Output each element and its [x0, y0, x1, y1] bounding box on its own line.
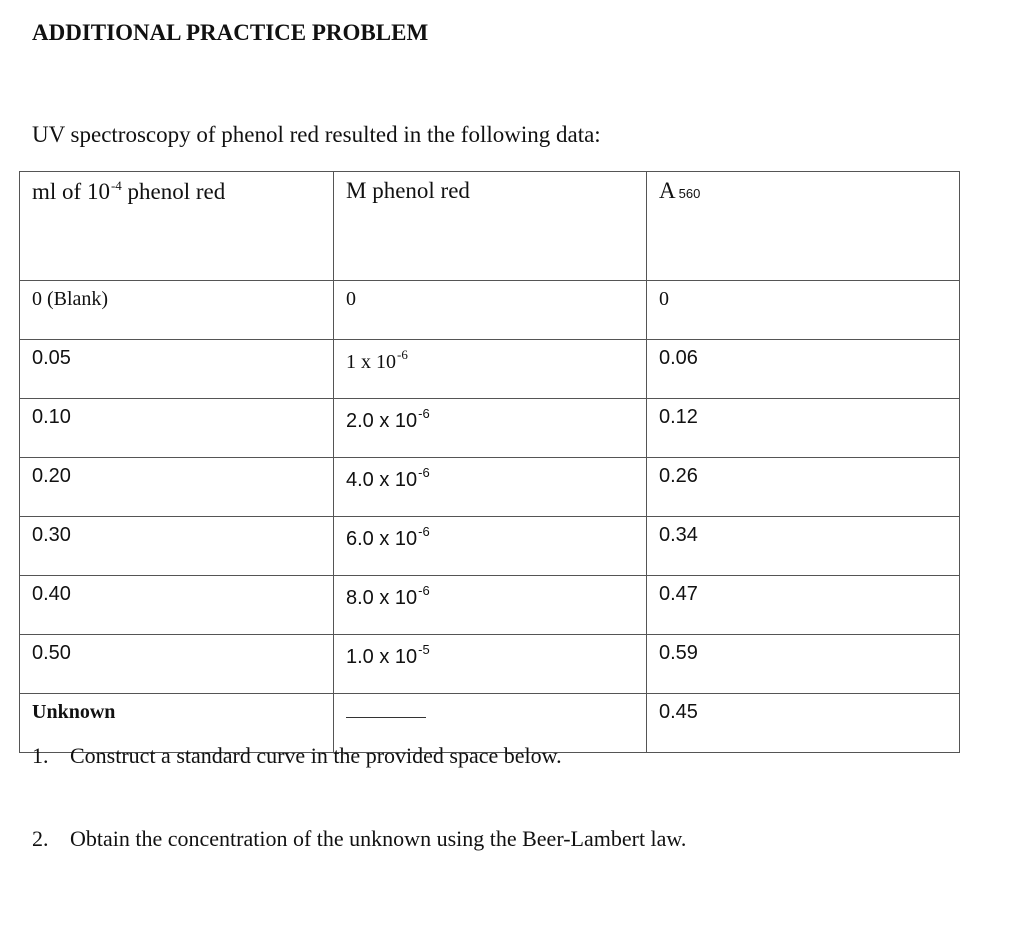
- header-absorbance: A 560: [647, 172, 960, 281]
- cell-ml: 0.20: [20, 458, 334, 517]
- table-row: [20, 281, 960, 340]
- table-header-row: [20, 172, 960, 281]
- cell-molarity: 1.0 x $10^{-5}$: [334, 635, 647, 694]
- cell-ml: 0.50: [20, 635, 334, 694]
- cell-ml: 0 (Blank): [20, 281, 334, 340]
- cell-ml: 0.40: [20, 576, 334, 635]
- cell-absorbance: 0.59: [647, 635, 960, 694]
- question-2: 2. Obtain the concentration of the unknown using the Beer-Lambert law.: [32, 826, 687, 851]
- cell-molarity: 1 x $10^{-6}$: [334, 340, 647, 399]
- cell-ml: 0.30: [20, 517, 334, 576]
- table-row: [20, 635, 960, 694]
- intro-text: UV spectroscopy of phenol red resulted in the following data:: [32, 122, 601, 147]
- cell-molarity: 8.0 x $10^{-6}$: [334, 576, 647, 635]
- cell-molarity: 0: [334, 281, 647, 340]
- cell-molarity: 4.0 x $10^{-6}$: [334, 458, 647, 517]
- header-ml: ml of $10^{-4}$ phenol red: [20, 172, 334, 281]
- cell-molarity: 2.0 x $10^{-6}$: [334, 399, 647, 458]
- page-heading: ADDITIONAL PRACTICE PROBLEM: [32, 20, 429, 45]
- cell-absorbance: 0.26: [647, 458, 960, 517]
- cell-molarity: 6.0 x $10^{-6}$: [334, 517, 647, 576]
- table-row: [20, 576, 960, 635]
- table-row: [20, 458, 960, 517]
- table-row: [20, 399, 960, 458]
- header-molarity: M phenol red: [334, 172, 647, 281]
- blank-line: [346, 717, 426, 718]
- cell-absorbance: 0.06: [647, 340, 960, 399]
- table-row: [20, 517, 960, 576]
- data-table: [19, 171, 960, 753]
- cell-absorbance: 0.34: [647, 517, 960, 576]
- cell-absorbance: 0.45: [647, 694, 960, 753]
- cell-absorbance: 0.12: [647, 399, 960, 458]
- cell-absorbance: 0: [647, 281, 960, 340]
- question-1: 1. Construct a standard curve in the provided space below.: [32, 743, 562, 768]
- cell-unknown-label: Unknown: [20, 694, 334, 753]
- cell-ml: 0.05: [20, 340, 334, 399]
- cell-absorbance: 0.47: [647, 576, 960, 635]
- table-row: [20, 340, 960, 399]
- cell-ml: 0.10: [20, 399, 334, 458]
